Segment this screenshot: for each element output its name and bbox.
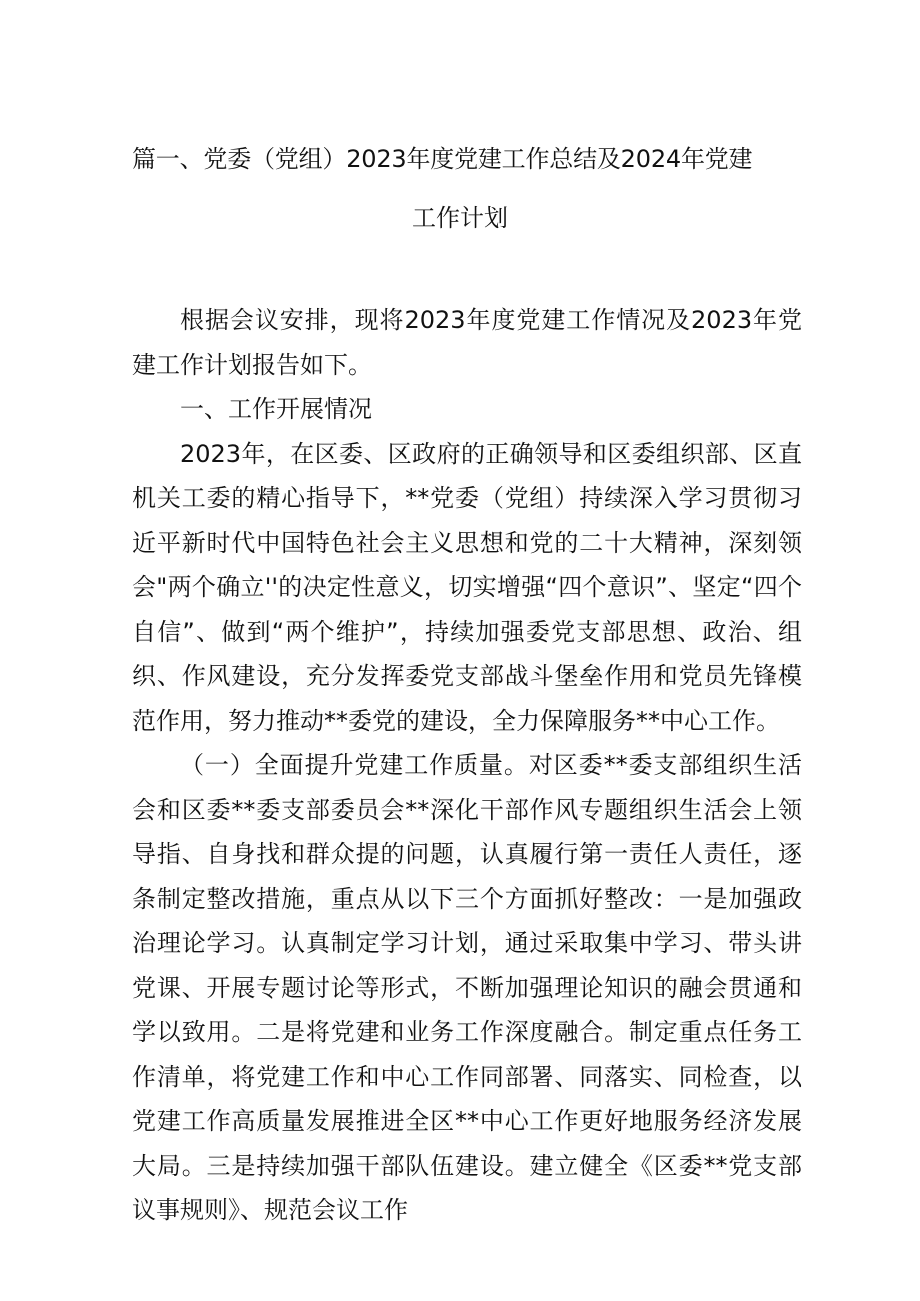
paragraph-quality-improvement: （一）全面提升党建工作质量。对区委**委支部组织生活会和区委**委支部委员会**深化干部作风专题组织生活会上领导指、自身找和群众提的问题，认真履行第一责任人责任，逐条制定整改措施，重点从以下三个方面抓好整改：一是加强政治理论学习。认真制定学习计划，通过采取集中学习、带头讲党课、开展专题讨论等形式，不断加强理论知识的融会贯通和学以致用。二是将党建和业务工作深度融合。制定重点任务工作清单，将党建工作和中心工作同部署、同落实、同检查，以党建工作高质量发展推进全区**中心工作更好地服务经济发展大局。三是持续加强干部队伍建设。建立健全《区委**党支部议事规则》、规范会议工作 <box>132 751 802 1224</box>
paragraph-overview: 2023年，在区委、区政府的正确领导和区委组织部、区直机关工委的精心指导下，**党委（党组）持续深入学习贯彻习近平新时代中国特色社会主义思想和党的二十大精神，深刻领会"两个确立''的决定性意义，切实增强“四个意识”、坚定“四个自信”、做到“两个维护”，持续加强委党支部思想、政治、组织、作风建设，充分发挥委党支部战斗堡垒作用和党员先锋模范作用，努力推动**委党的建设，全力保障服务**中心工作。 <box>132 439 802 735</box>
document-title-line-2: 工作计划 <box>412 204 508 232</box>
document-title-line-1: 篇一、党委（党组）2023年度党建工作总结及2024年党建 <box>132 145 753 173</box>
paragraph-intro: 根据会议安排，现将2023年度党建工作情况及2023年党建工作计划报告如下。 <box>132 306 802 379</box>
document-body <box>132 298 802 1233</box>
section-heading-work-status: 一、工作开展情况 <box>180 395 372 423</box>
